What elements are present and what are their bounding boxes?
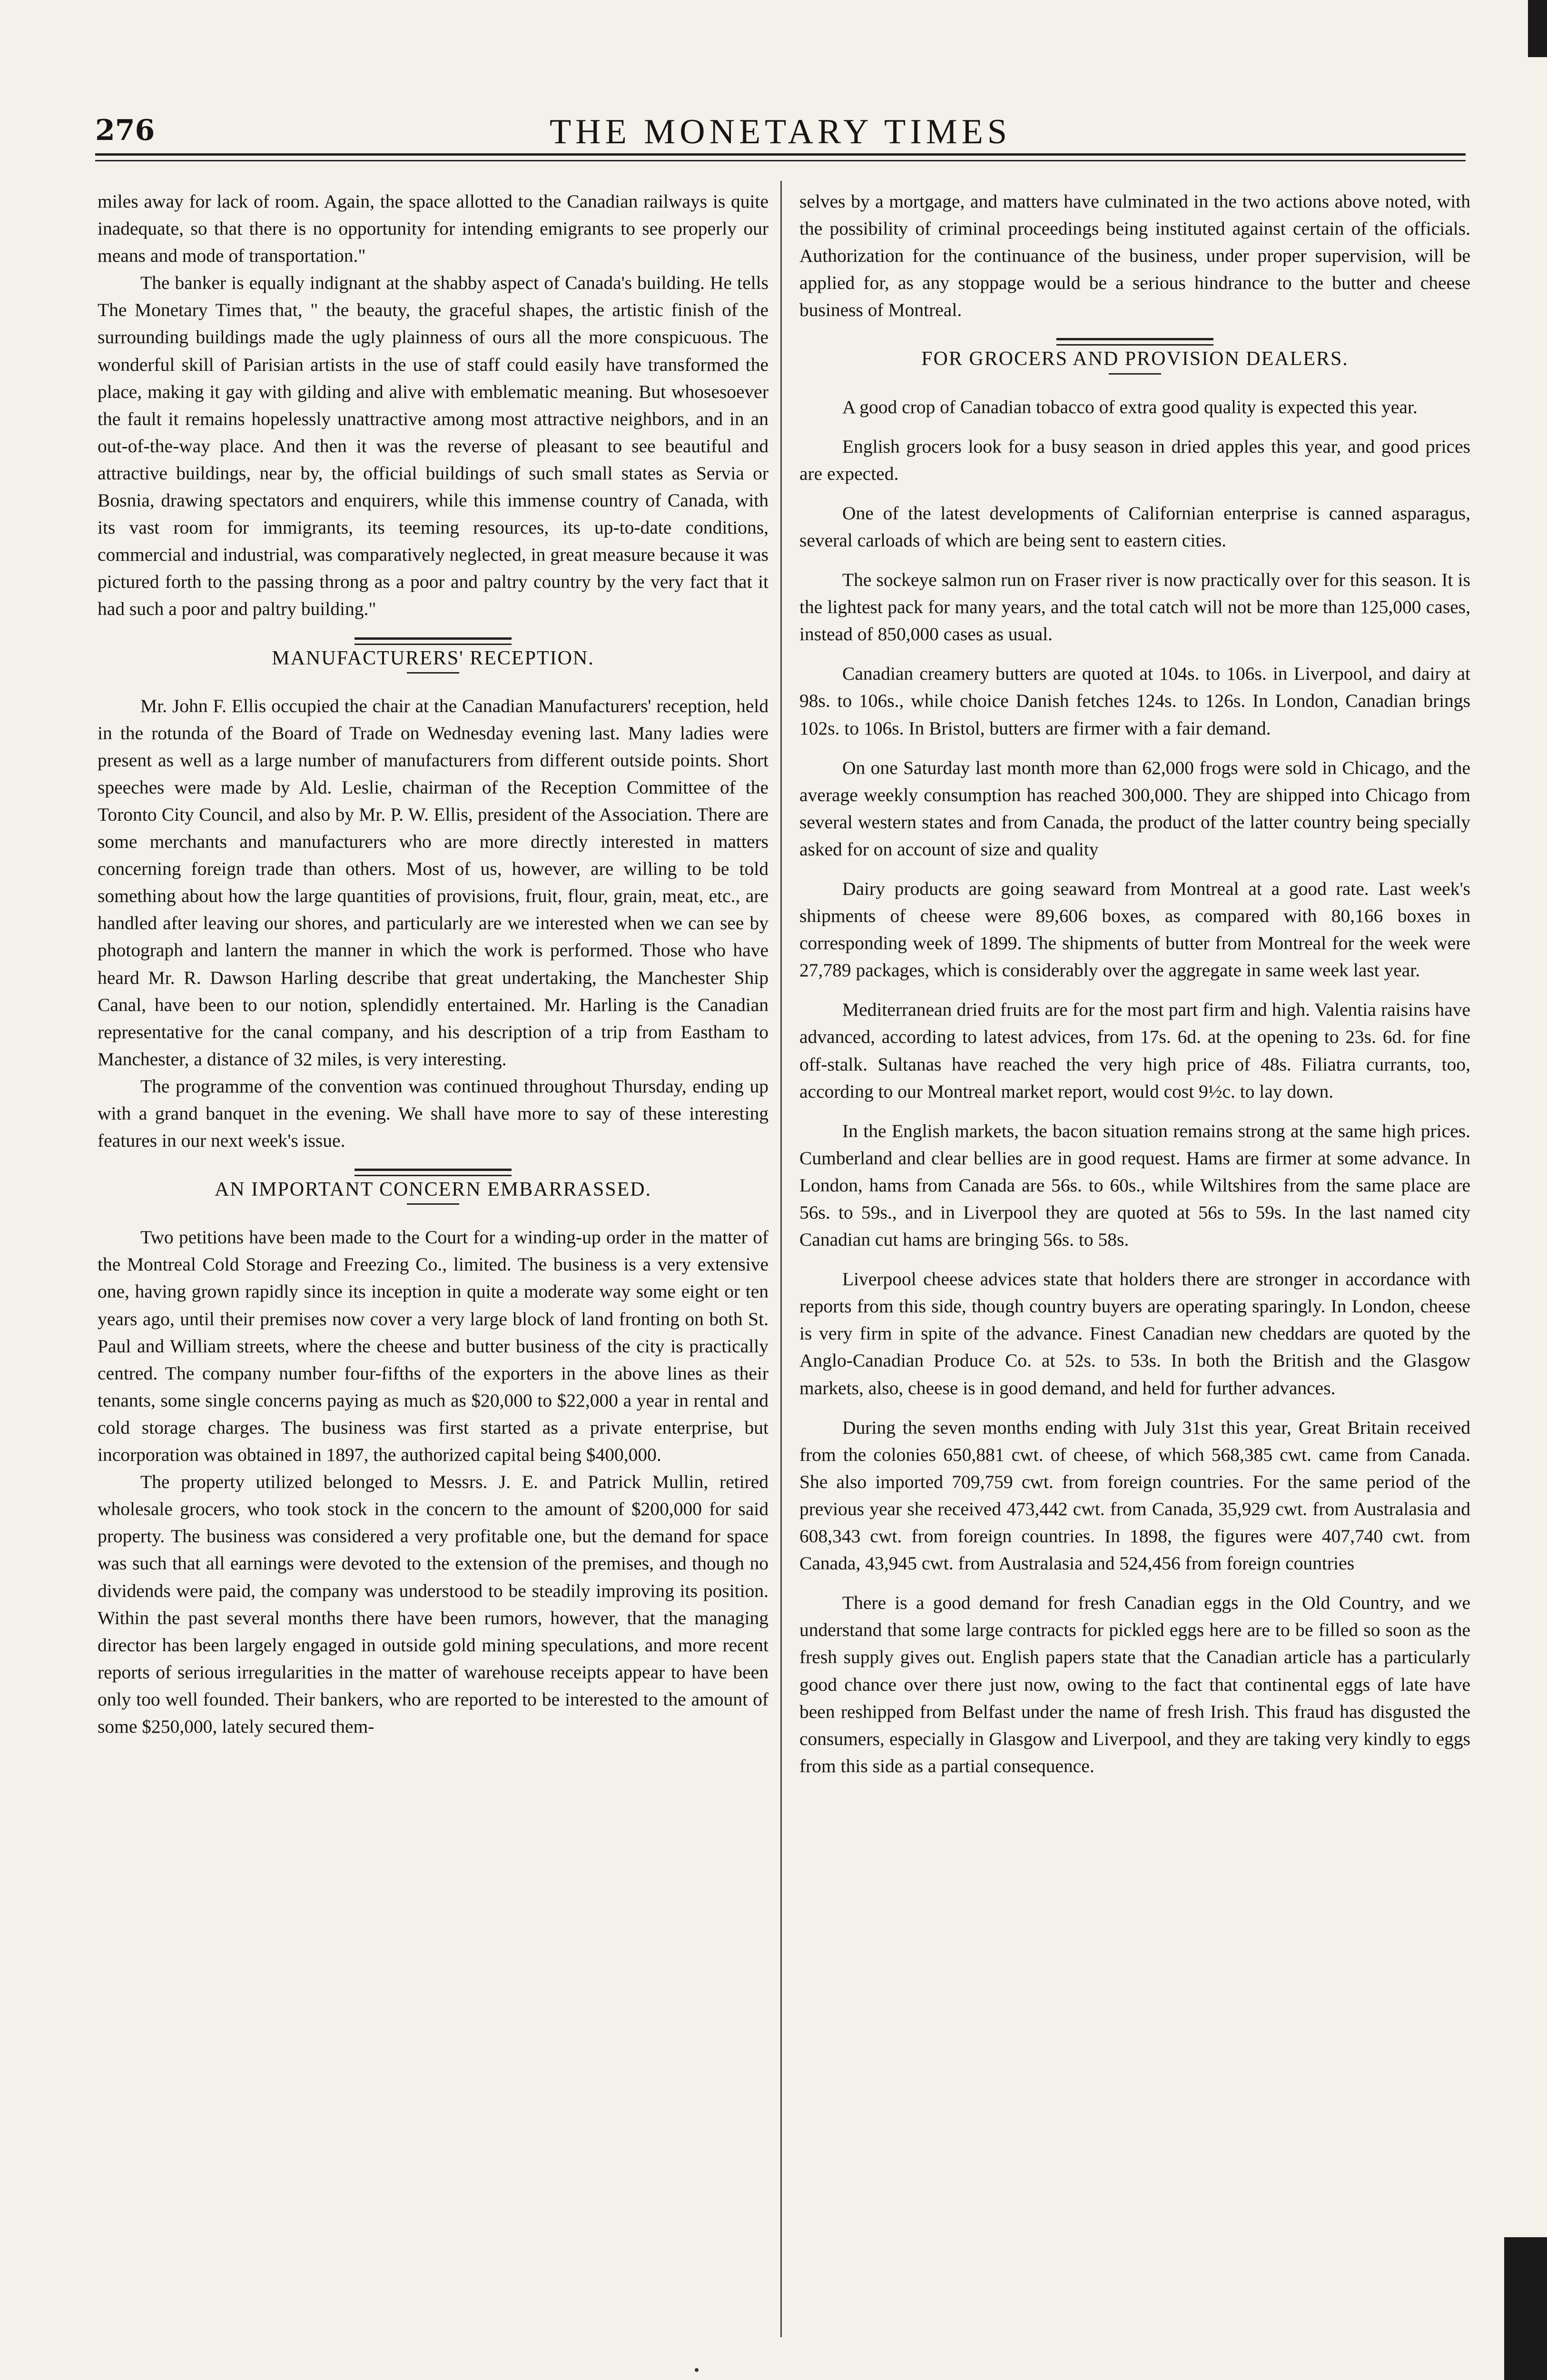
news-item: Canadian creamery butters are quoted at 104s. to 106s. in Liverpool, and dairy at 98s. to 106s., while choice Danish fetches 124s. to 126s. In London, Canadian brings 102s. to 106s. In Bristol, butters are firmer with a fair demand. — [799, 663, 1470, 739]
section-heading: MANUFACTURERS' RECEPTION. — [272, 647, 594, 669]
column-divider — [780, 181, 782, 2337]
section-separator — [355, 1169, 512, 1176]
news-item: The sockeye salmon run on Fraser river is now practically over for this season. It is the lightest pack for many years, and the total catch will not be more than 125,000 cases, instead of 850,000 cases as usual. — [799, 569, 1470, 645]
right-column — [799, 188, 1470, 1792]
news-item: On one Saturday last month more than 62,000 frogs were sold in Chicago, and the average weekly consumption has reached 300,000. They are shipped into Chicago from several western states and from Canada, the product of the latter country being specially asked for on account of size and quality — [799, 757, 1470, 860]
news-item: In the English markets, the bacon situation remains strong at the same high prices. Cumberland and clear bellies are in good request. Hams are firmer at some advance. In London, hams from Canada are 56s. to 60s., while Wiltshires from the same place are 56s. to 59s., and in Liverpool they are quoted at 56s to 59s. In the last named city Canadian cut hams are bringing 56s. to 58s. — [799, 1120, 1470, 1250]
section-separator — [355, 637, 512, 645]
news-item: One of the latest developments of Californian enterprise is canned asparagus, several carloads of which are being sent to eastern cities. — [799, 502, 1470, 551]
section-heading: AN IMPORTANT CONCERN EMBARRASSED. — [214, 1179, 652, 1201]
heading-dash — [407, 672, 459, 674]
scan-edge-mark — [1528, 0, 1547, 57]
article-paragraph: Two petitions have been made to the Court for a winding-up order in the matter of the Montreal Cold Storage and Freezing Co., limited. The business is a very extensive one, having grown rapidly since its inception in quite a moderate way some eight or ten years ago, until their premises now cover a very large block of land fronting on both St. Paul and William streets, where the cheese and butter business of the city is practically centred. The company number four-fifths of the exporters in the above lines as their tenants, some single concerns paying as much as $20,000 to $22,000 a year in rental and cold storage charges. The business was first started as a private enterprise, but incorporation was obtained in 1897, the authorized capital being $400,000. — [98, 1227, 769, 1466]
article-paragraph: selves by a mortgage, and matters have culminated in the two actions above noted, with the possibility of criminal proceedings being instituted against certain of the officials. Authorization for the continuance of the business, under proper supervision, will be applied for, as any stoppage would be a serious hindrance to the butter and cheese business of Montreal. — [799, 191, 1470, 321]
left-column — [98, 188, 769, 1740]
header-rule-thin — [95, 160, 1466, 161]
scan-edge-mark — [1504, 2237, 1547, 2380]
heading-dash — [407, 1203, 459, 1205]
news-item: There is a good demand for fresh Canadian eggs in the Old Country, and we understand that some large contracts for pickled eggs here are to be filled so soon as the fresh supply gives out. English papers state that the Canadian article has a particularly good chance over there just now, owing to the fact that continental eggs of late have been reshipped from Belfast under the name of fresh Irish. This fraud has disgusted the consumers, especially in Glasgow and Liverpool, and they are taking very kindly to eggs from this side as a partial consequence. — [799, 1592, 1470, 1776]
news-item: Mediterranean dried fruits are for the most part firm and high. Valentia raisins have advanced, according to latest advices, from 17s. 6d. at the opening to 23s. 6d. for fine off-stalk. Sultanas have reached the very high price of 48s. Filiatra currants, too, according to our Montreal market report, would cost 9½c. to lay down. — [799, 999, 1470, 1102]
heading-dash — [1109, 373, 1161, 375]
news-item: Liverpool cheese advices state that holders there are stronger in accordance with reports from this side, though country buyers are operating sparingly. In London, cheese is very firm in spite of the advance. Finest Canadian new cheddars are quoted by the Anglo-Canadian Produce Co. at 52s. to 53s. In both the British and the Glasgow markets, also, cheese is in good demand, and held for further advances. — [799, 1269, 1470, 1398]
section-heading: FOR GROCERS AND PROVISION DEALERS. — [921, 348, 1349, 370]
article-paragraph: The programme of the convention was continued throughout Thursday, ending up with a grand banquet in the evening. We shall have more to say of these interesting features in our next week's issue. — [98, 1075, 769, 1151]
news-item: Dairy products are going seaward from Montreal at a good rate. Last week's shipments of cheese were 89,606 boxes, as compared with 80,166 boxes in corresponding week of 1899. The shipments of butter from Montreal for the week were 27,789 packages, which is considerably over the aggregate in same week last year. — [799, 878, 1470, 981]
news-item: English grocers look for a busy season in dried apples this year, and good prices are expected. — [799, 436, 1470, 484]
page-header — [95, 112, 1466, 155]
article-paragraph: The property utilized belonged to Messrs. J. E. and Patrick Mullin, retired wholesale grocers, who took stock in the concern to the amount of $200,000 for said property. The business was considered a very profitable one, but the demand for space was such that all earnings were devoted to the extension of the premises, and though no dividends were paid, the company was understood to be steadily improving its position. Within the past several months there have been rumors, however, that the managing director has been largely engaged in outside gold mining speculations, and more recent reports of serious irregularities in the matter of warehouse receipts appear to have been only too well founded. Their bankers, who are reported to be interested to the amount of some $250,000, lately secured them- — [98, 1471, 769, 1737]
article-paragraph: Mr. John F. Ellis occupied the chair at the Canadian Manufacturers' reception, held in the rotunda of the Board of Trade on Wednesday evening last. Many ladies were present as well as a large number of manufacturers from different outside points. Short speeches were made by Ald. Leslie, chairman of the Reception Committee of the Toronto City Council, and also by Mr. P. W. Ellis, president of the Association. There are some merchants and manufacturers who are more directly interested in matters concerning foreign trade than others. Most of us, however, are willing to be told something about how the large quantities of provisions, fruit, flour, grain, meat, etc., are handled after leaving our shores, and particularly are we interested when we can see by photograph and lantern the manner in which the work is performed. Those who have heard Mr. R. Dawson Harling describe that great undertaking, the Manchester Ship Canal, have been to our notion, splendidly entertained. Mr. Harling is the Canadian representative for the canal company, and his description of a trip from Eastham to Manchester, a distance of 32 miles, is very interesting. — [98, 695, 769, 1070]
page-number: 276 — [95, 114, 155, 147]
article-paragraph: The banker is equally indignant at the shabby aspect of Canada's building. He tells The Monetary Times that, " the beauty, the graceful shapes, the artistic finish of the surrounding buildings made the ugly plainness of ours all the more conspicuous. The wonderful skill of Parisian artists in the use of staff could easily have transformed the place, making it gay with gilding and alive with emblematic meaning. But whosesoever the fault it remains hopelessly unattractive among most attractive neighbors, and in an out-of-the-way place. And then it was the reverse of pleasant to see beautiful and attractive buildings, near by, the official buildings of such small states as Servia or Bosnia, drawing spectators and enquirers, while this immense country of Canada, with its vast room for immigrants, its teeming resources, its up-to-date conditions, commercial and industrial, was comparatively neglected, in great measure because it was pictured forth to the passing throng as a poor and paltry country by the very fact that it had such a poor and paltry building." — [98, 272, 769, 620]
scan-dot — [695, 2368, 699, 2372]
news-item: During the seven months ending with July 31st this year, Great Britain received from the colonies 650,881 cwt. of cheese, of which 568,385 cwt. came from Canada. She also imported 709,759 cwt. from foreign countries. For the same period of the previous year she received 473,442 cwt. from Canada, 35,929 cwt. from Australasia and 608,343 cwt. from foreign countries. In 1898, the figures were 407,740 cwt. from Canada, 43,945 cwt. from Australasia and 524,456 from foreign countries — [799, 1417, 1470, 1574]
news-item: A good crop of Canadian tobacco of extra good quality is expected this year. — [842, 396, 1418, 417]
masthead-title: THE MONETARY TIMES — [549, 112, 1012, 151]
article-paragraph: miles away for lack of room. Again, the space allotted to the Canadian railways is quite inadequate, so that there is no opportunity for intending emigrants to see properly our means and mode of transportation." — [98, 191, 769, 267]
section-separator — [1056, 338, 1213, 346]
header-rule — [95, 153, 1466, 156]
